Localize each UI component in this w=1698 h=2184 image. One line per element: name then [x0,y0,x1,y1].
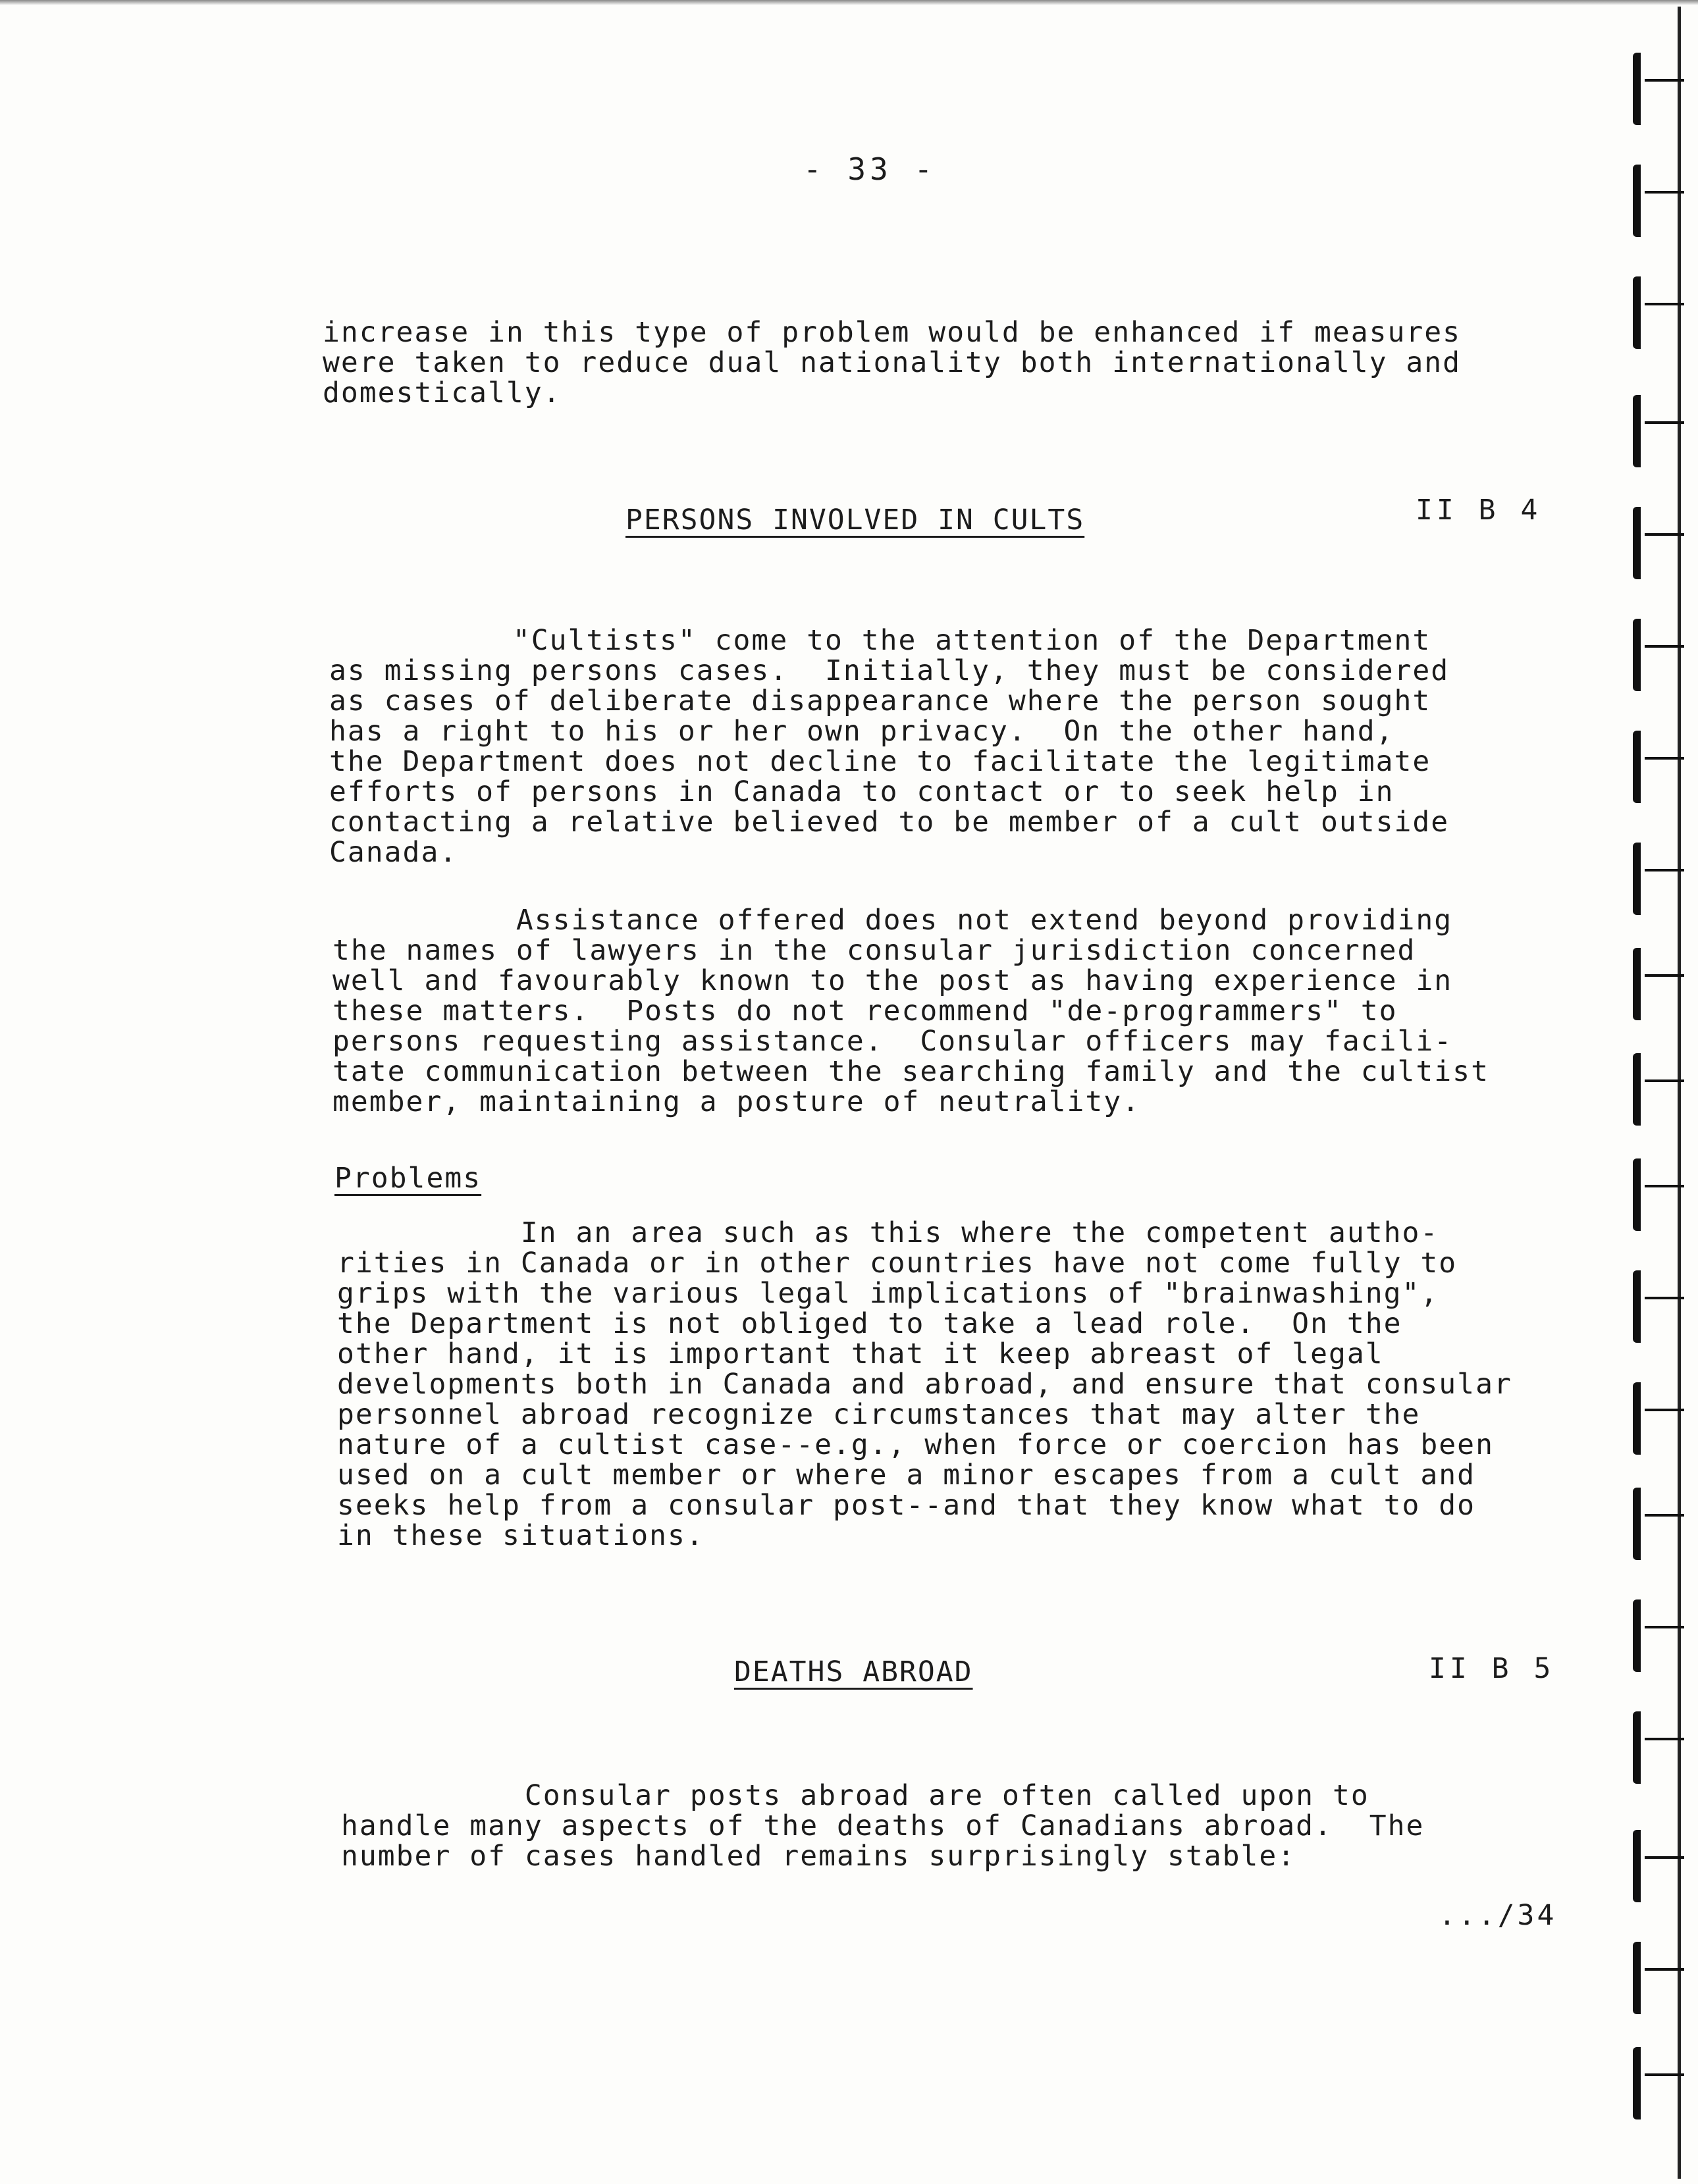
binding-ring-icon [1633,843,1660,915]
section-code-cults: II B 4 [1416,494,1542,527]
binding-ring-icon [1633,53,1660,125]
subheading-problems: Problems [334,1162,482,1195]
section-title-deaths: DEATHS ABROAD [734,1655,973,1688]
continuation-marker: .../34 [1439,1899,1557,1932]
cults-paragraph-2: Assistance offered does not extend beyond providing the names of lawyers in the consular jurisdiction concerned well and favourably known to the post as having experience in these matters. Posts do not recommend "de-programmers" to persons requesting assistance. Consular officers may facili- tate communication between the searching family and the cultist member, maintaining a posture of neutrality. [332,904,1489,1118]
binding-ring-icon [1633,395,1660,467]
binding-ring-icon [1633,1158,1660,1231]
binding-ring-icon [1633,1942,1660,2014]
binding-ring-icon [1633,1382,1660,1455]
binding-ring-icon [1633,948,1660,1020]
binding-ring-icon [1633,1053,1660,1126]
deaths-paragraph: Consular posts abroad are often called upon to handle many aspects of the deaths of Canadians abroad. The number of cases handled remains surprisingly stable: [341,1779,1425,1873]
binding-ring-icon [1633,1488,1660,1560]
section-code-deaths: II B 5 [1429,1652,1555,1685]
binding-ring-icon [1633,1711,1660,1784]
page-number: - 33 - [803,151,937,187]
binding-ring-icon [1633,1599,1660,1672]
binding-ring-icon [1633,276,1660,349]
binding-ring-icon [1633,1830,1660,1902]
intro-paragraph: increase in this type of problem would be enhanced if measures were taken to reduce dual nationality both internationally and domestically. [323,316,1462,409]
binding-ring-icon [1633,731,1660,803]
binding-edge-line [1678,7,1681,2179]
binding-ring-icon [1633,1270,1660,1343]
section-title-cults: PERSONS INVOLVED IN CULTS [625,504,1085,536]
binding-ring-icon [1633,619,1660,691]
binding-ring-icon [1633,507,1660,579]
problems-paragraph: In an area such as this where the competent autho- rities in Canada or in other countries have not come fully to grips with the various legal implications of "brainwashing", the Department is not obliged to take a lead role. On the other hand, it is important that it keep abreast of legal developments both in Canada and abroad, and ensure that consular personnel abroad recognize circumstances that may alter the nature of a cultist case--e.g., when force or coercion has been used on a cult member or where a minor escapes from a cult and seeks help from a consular post--and that they know what to do in these situations. [337,1216,1512,1552]
binding-ring-icon [1633,2047,1660,2119]
binding-ring-icon [1633,165,1660,237]
page-top-edge [0,0,1698,5]
cults-paragraph-1: "Cultists" come to the attention of the Department as missing persons cases. Initially, they must be considered as cases of deliberate disappearance where the person sought has a right to his or her own privacy. On the other hand, the Department does not decline to facilitate the legitimate efforts of persons in Canada to contact or to seek help in contacting a relative believed to be member of a cult outside Canada. [329,624,1450,869]
